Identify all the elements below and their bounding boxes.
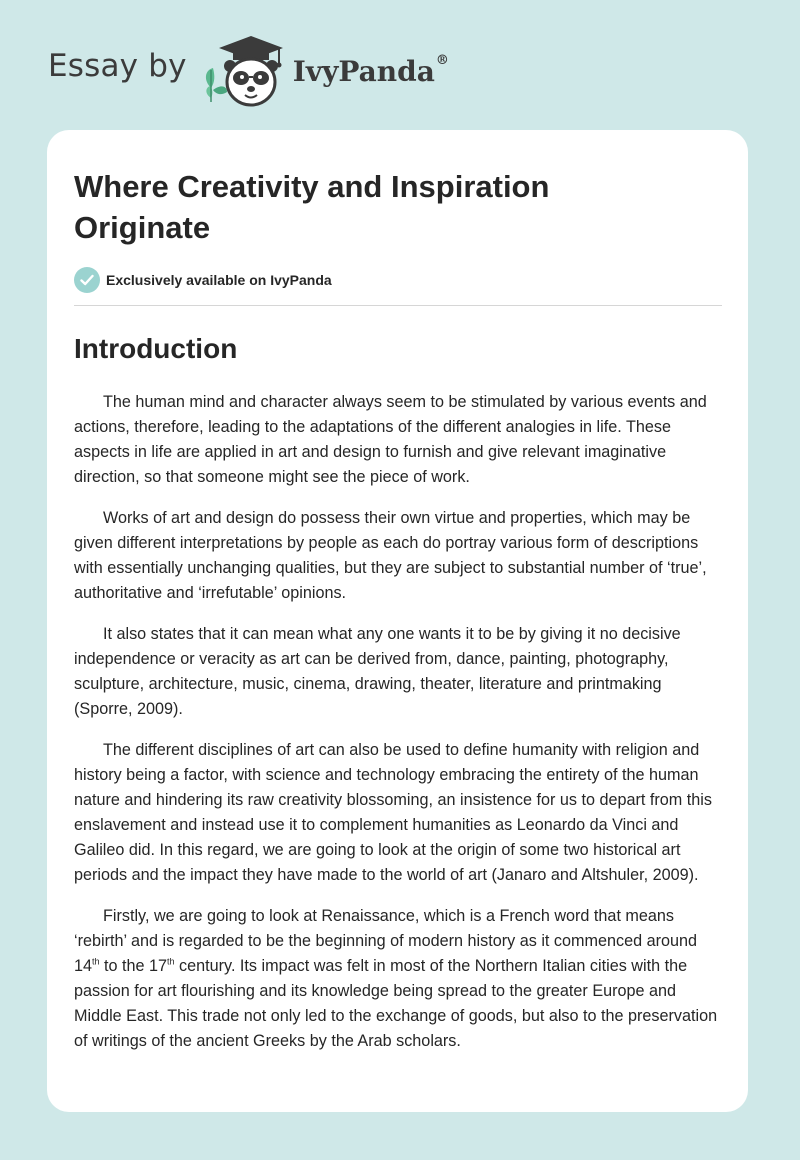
brand-text: IvyPanda [292, 54, 435, 88]
paragraph-1: The human mind and character always seem to be stimulated by various events and actions, therefore, leading to the adaptations of the different analogies in life. These aspects in life are applied in art and design to furnish and give relevant imaginative direction, so that someone might see the piece of work. [74, 393, 707, 486]
exclusive-badge-label: Exclusively available on IvyPanda [106, 272, 332, 288]
ivy-leaf-icon [206, 68, 227, 102]
registered-mark: ® [435, 52, 449, 68]
divider [74, 305, 722, 306]
site-header [48, 30, 449, 110]
title-line-1: Where Creativity and Inspiration [74, 169, 550, 204]
paragraph-5-part-2: to the 17 [99, 957, 168, 975]
paragraph-5-part-1: Firstly, we are going to look at Renaissance, which is a French word that means ‘rebirth’ and is regarded to be the beginning of modern history as it commenced around 14 [74, 907, 697, 975]
page-title [74, 166, 722, 248]
check-icon [74, 267, 100, 293]
ordinal-suffix-1: th [92, 956, 100, 967]
paragraph-3: It also states that it can mean what any one wants it to be by giving it no decisive independence or veracity as art can be derived from, dance, painting, photography, sculpture, architecture, music, cinema, drawing, theater, literature and printmaking (Sporre, 2009). [74, 625, 681, 718]
essay-by-label: Essay by [48, 48, 187, 84]
paragraph-5 [74, 904, 724, 1054]
section-heading-introduction: Introduction [74, 333, 238, 364]
essay-card [47, 130, 748, 1112]
title-line-2: Originate [74, 210, 211, 245]
exclusive-badge [74, 266, 722, 294]
paragraph-2: Works of art and design do possess their own virtue and properties, which may be given different interpretations by people as each do portray various form of descriptions with essentially unchanging qualities, but they are subject to substantial number of ‘true’, authoritative and ‘irrefutable’ opinions. [74, 509, 707, 602]
ordinal-suffix-2: th [167, 956, 175, 967]
paragraph-5-part-3: century. Its impact was felt in most of the Northern Italian cities with the passion for art flourishing and its knowledge being spread to the greater Europe and Middle East. This trade not only led to the exchange of goods, but also to the preservation of writings of the ancient Greeks by the Arab scholars. [74, 957, 718, 1050]
brand-name[interactable] [292, 52, 449, 88]
paragraph-4: The different disciplines of art can also be used to define humanity with religion and history being a factor, with science and technology embracing the entirety of the human nature and hindering its raw creativity blossoming, an insistence for us to depart from this enslavement and instead use it to complement humanities as Leonardo da Vinci and Galileo did. In this regard, we are going to look at the origin of some two historical art periods and the impact they have made to the world of art (Janaro and Altshuler, 2009). [74, 741, 712, 884]
panda-graduate-icon[interactable] [201, 30, 287, 110]
